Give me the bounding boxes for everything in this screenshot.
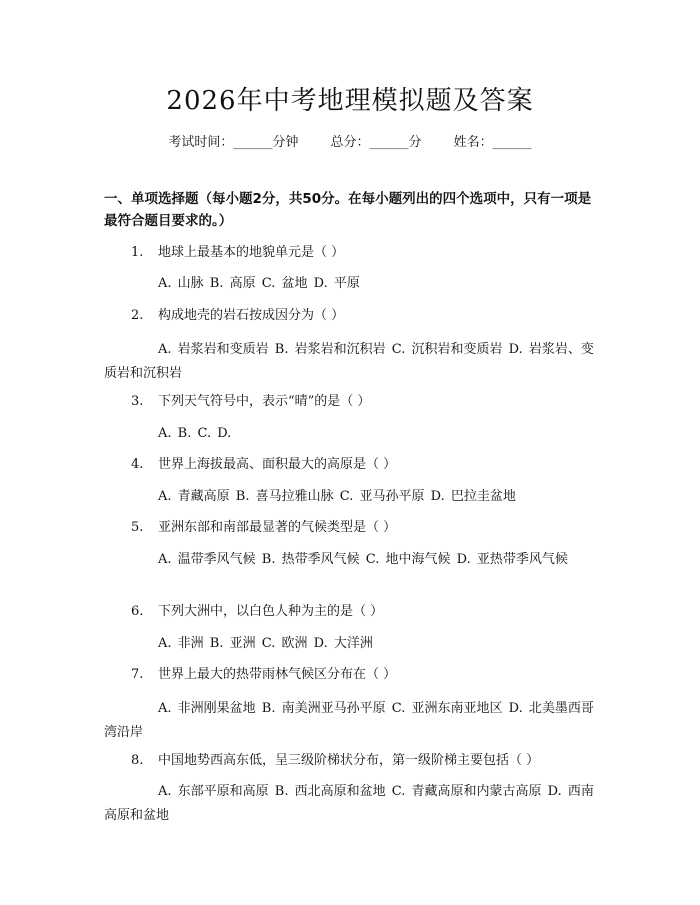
question-number: 5.: [131, 520, 144, 535]
student-name-field: 姓名：______: [453, 135, 532, 150]
question-6: [131, 602, 601, 622]
question-7: [131, 665, 601, 685]
question-number: 7.: [131, 667, 144, 682]
question-8: [131, 751, 601, 771]
question-number: 3.: [131, 394, 144, 409]
question-2: [131, 306, 601, 326]
question-4-options: A. 青藏高原 B. 喜马拉雅山脉 C. 亚马孙平原 D. 巴拉圭盆地: [158, 489, 516, 504]
question-3-options: A. B. C. D.: [158, 426, 232, 441]
exam-meta: [0, 131, 700, 150]
question-3: [131, 392, 601, 412]
question-text: 世界上最大的热带雨林气候区分布在（ ）: [158, 667, 397, 682]
exam-time-field: 考试时间：______分钟: [168, 135, 299, 150]
page-title: 2026年中考地理模拟题及答案: [166, 86, 534, 116]
question-text: 下列天气符号中，表示“晴”的是（ ）: [158, 394, 371, 409]
question-text: 构成地壳的岩石按成因分为（ ）: [158, 308, 345, 323]
question-text: 下列大洲中，以白色人种为主的是（ ）: [158, 604, 384, 619]
total-score-field: 总分：______分: [330, 135, 422, 150]
question-2-options: A. 岩浆岩和变质岩 B. 岩浆岩和沉积岩 C. 沉积岩和变质岩 D. 岩浆岩、变质岩和沉积岩: [104, 342, 594, 381]
question-number: 4.: [131, 457, 144, 472]
question-8-options: A. 东部平原和高原 B. 西北高原和盆地 C. 青藏高原和内蒙古高原 D. 西南高原和盆地: [104, 784, 594, 823]
section-heading: 一、单项选择题（每小题2分，共50分。在每小题列出的四个选项中，只有一项是最符合题目要求的。）: [104, 191, 592, 229]
question-1-options: A. 山脉 B. 高原 C. 盆地 D. 平原: [158, 276, 360, 291]
question-6-options: A. 非洲 B. 亚洲 C. 欧洲 D. 大洋洲: [158, 636, 373, 651]
question-5-options: A. 温带季风气候 B. 热带季风气候 C. 地中海气候 D. 亚热带季风气候: [158, 552, 568, 567]
question-text: 亚洲东部和南部最显著的气候类型是（ ）: [158, 520, 397, 535]
question-7-options: A. 非洲刚果盆地 B. 南美洲亚马孙平原 C. 亚洲东南亚地区 D. 北美墨西哥湾沿岸: [104, 701, 594, 740]
question-5: [131, 518, 601, 538]
question-number: 1.: [131, 245, 144, 260]
question-4: [131, 455, 601, 475]
question-number: 6.: [131, 604, 144, 619]
question-text: 世界上海拔最高、面积最大的高原是（ ）: [158, 457, 397, 472]
question-number: 8.: [131, 753, 144, 768]
question-1: [131, 243, 601, 263]
question-text: 中国地势西高东低，呈三级阶梯状分布，第一级阶梯主要包括（ ）: [158, 753, 540, 768]
question-text: 地球上最基本的地貌单元是（ ）: [158, 245, 345, 260]
question-number: 2.: [131, 308, 144, 323]
